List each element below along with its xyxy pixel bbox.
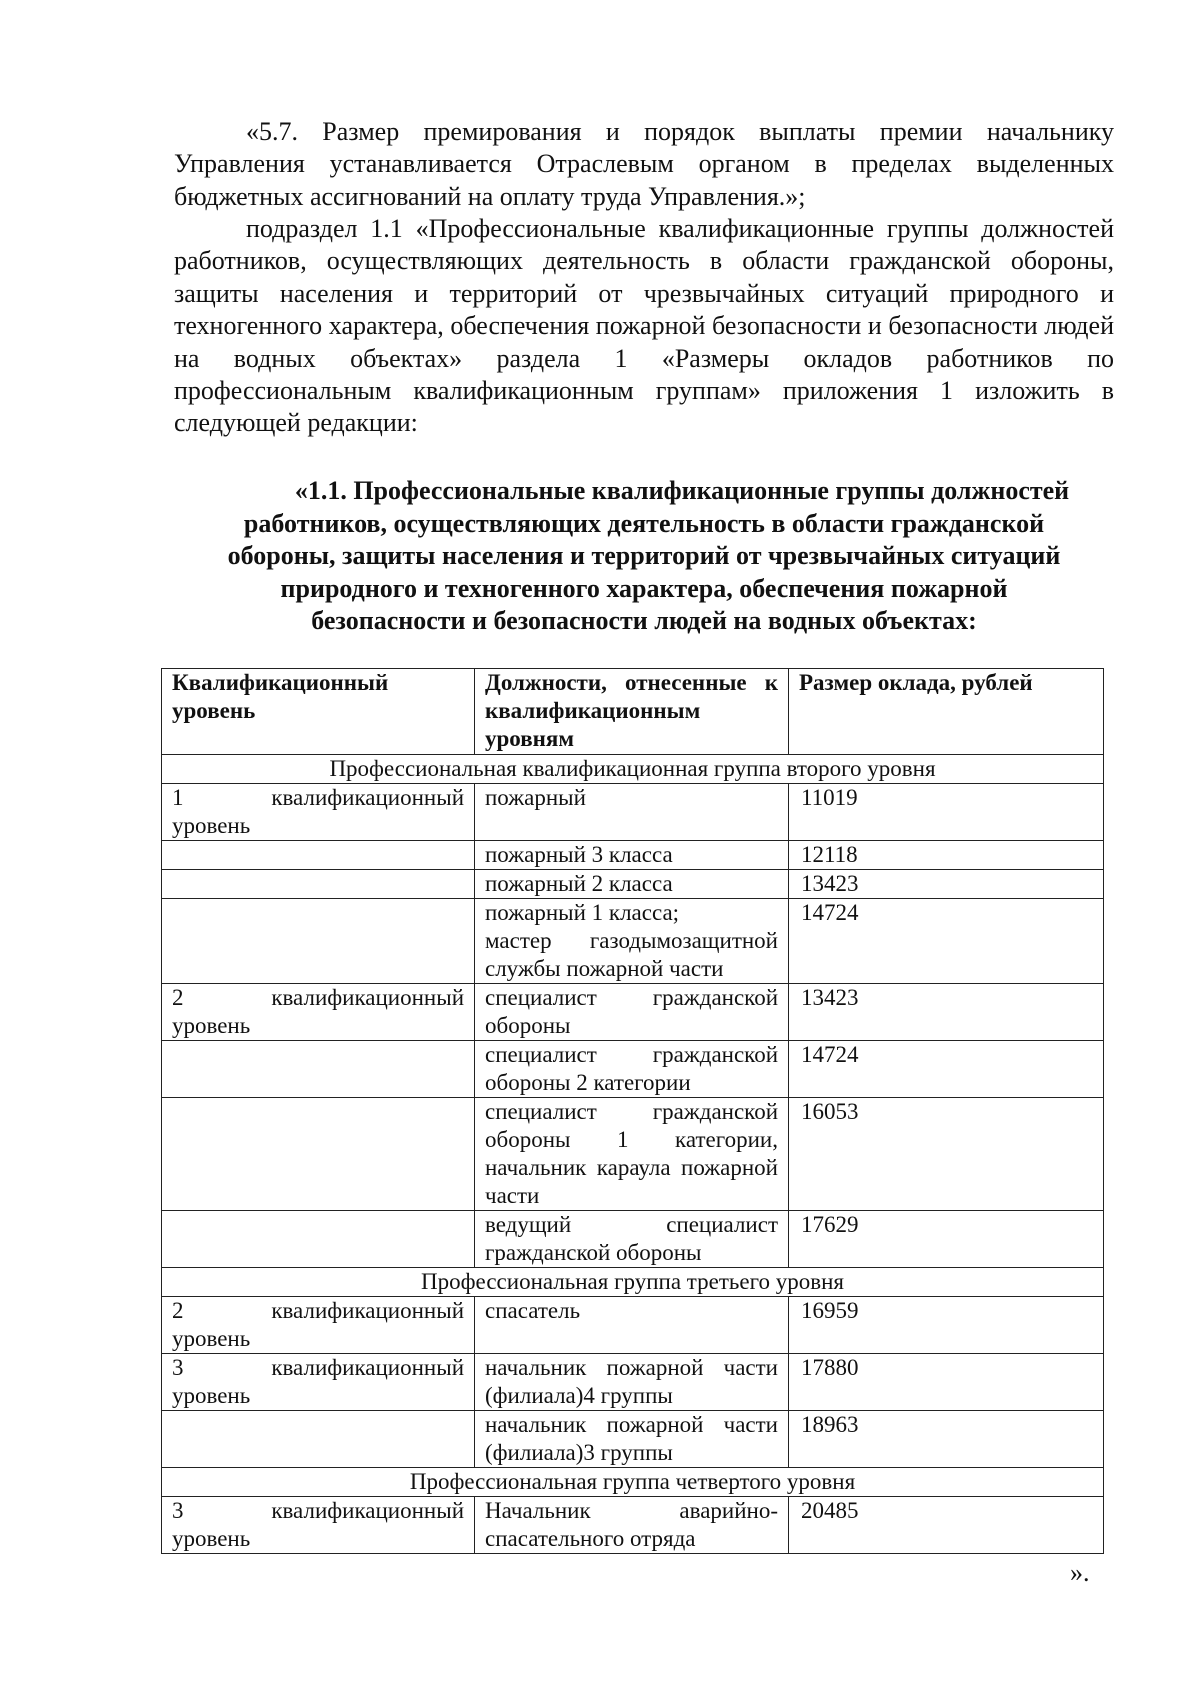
cell-level [162,1098,475,1211]
cell-position: специалист гражданской обороны 1 категории, начальник караула пожарной части [475,1098,789,1211]
table-row [162,784,1104,841]
cell-level: 2 квалификационный уровень [162,1297,475,1354]
cell-level: 2 квалификационный уровень [162,984,475,1041]
table-row [162,841,1104,870]
cell-salary: 12118 [789,841,1104,870]
group-row [162,755,1104,784]
heading-line: работников, осуществляющих деятельность в области гражданской [243,508,1045,538]
cell-salary: 18963 [789,1411,1104,1468]
cell-position: пожарный 2 класса [475,870,789,899]
group-title: Профессиональная группа четвертого уровня [162,1468,1104,1497]
cell-level [162,1411,475,1468]
table-row [162,984,1104,1041]
group-row [162,1268,1104,1297]
paragraph-item-5-7: «5.7. Размер премирования и порядок выплаты премии начальнику Управления устанавливается Отраслевым органом в пределах выделенных бюджетных ассигнований на оплату труда Управления.»; [174,117,1114,211]
cell-level [162,1041,475,1098]
table-row [162,1411,1104,1468]
cell-salary: 17629 [789,1211,1104,1268]
section-heading [174,475,1114,638]
table-row [162,870,1104,899]
table-row [162,1354,1104,1411]
paragraph-subsection-1-1: подраздел 1.1 «Профессиональные квалификационные группы должностей работников, осуществляющих деятельность в области гражданской обороны, защиты населения и территорий от чрезвычайных ситуаций природного и техногенного характера, обеспечения пожарной безопасности и безопасности людей на водных объектах» раздела 1 «Размеры окладов работников по профессиональным квалификационным группам» приложения 1 изложить в следующей редакции: [174,214,1114,438]
cell-position: спасатель [475,1297,789,1354]
table-header-row [162,669,1104,755]
position-line: пожарный 1 класса; [485,900,680,925]
table-row [162,1098,1104,1211]
column-header-positions: Должности, отнесенные к квалификационным уровням [475,669,789,755]
group-row [162,1468,1104,1497]
group-title: Профессиональная квалификационная группа второго уровня [162,755,1104,784]
cell-level [162,899,475,984]
table-row [162,1297,1104,1354]
cell-level [162,1211,475,1268]
heading-line: природного и техногенного характера, обеспечения пожарной [280,573,1008,603]
cell-position: ведущий специалист гражданской обороны [475,1211,789,1268]
position-line: мастер газодымозащитной службы пожарной части [485,928,778,981]
heading-line: безопасности и безопасности людей на водных объектах: [311,606,977,636]
group-title: Профессиональная группа третьего уровня [162,1268,1104,1297]
cell-salary: 20485 [789,1497,1104,1554]
cell-salary: 17880 [789,1354,1104,1411]
cell-level: 1 квалификационный уровень [162,784,475,841]
cell-salary: 13423 [789,870,1104,899]
cell-salary: 14724 [789,1041,1104,1098]
cell-salary: 16053 [789,1098,1104,1211]
column-header-level: Квалификационный уровень [162,669,475,755]
table-row [162,1497,1104,1554]
cell-salary: 14724 [789,899,1104,984]
cell-level: 3 квалификационный уровень [162,1497,475,1554]
table-row [162,1041,1104,1098]
column-header-salary: Размер оклада, рублей [789,669,1104,755]
table-row [162,899,1104,984]
cell-level [162,870,475,899]
cell-position: специалист гражданской обороны [475,984,789,1041]
heading-line: «1.1. Профессиональные квалификационные группы должностей [294,476,1070,505]
cell-position: начальник пожарной части (филиала)3 группы [475,1411,789,1468]
closing-quote: ». [1070,1558,1090,1587]
cell-position: начальник пожарной части (филиала)4 группы [475,1354,789,1411]
cell-salary: 13423 [789,984,1104,1041]
cell-level [162,841,475,870]
salary-table [161,668,1104,1554]
cell-position: пожарный [475,784,789,841]
cell-position: Начальник аварийно-спасательного отряда [475,1497,789,1554]
heading-line: обороны, защиты населения и территорий от чрезвычайных ситуаций [227,541,1061,571]
table-row [162,1211,1104,1268]
cell-salary: 16959 [789,1297,1104,1354]
cell-position: пожарный 3 класса [475,841,789,870]
cell-salary: 11019 [789,784,1104,841]
cell-level: 3 квалификационный уровень [162,1354,475,1411]
cell-position: специалист гражданской обороны 2 категории [475,1041,789,1098]
cell-position [475,899,789,984]
